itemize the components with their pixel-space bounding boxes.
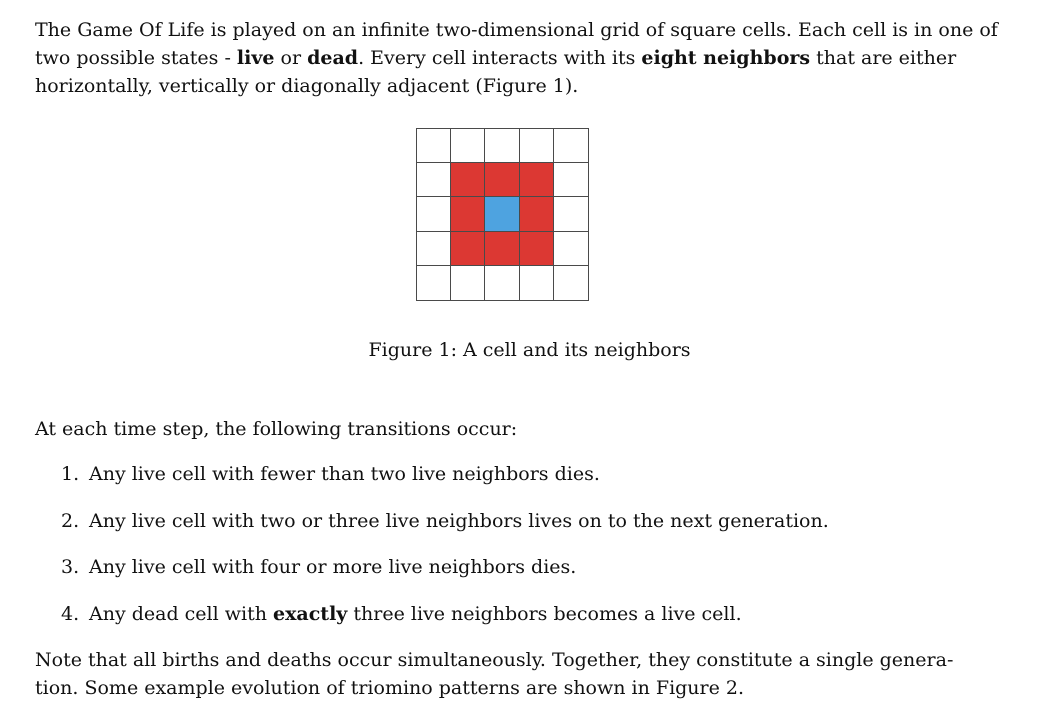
- rule-item: [61, 460, 1021, 488]
- empty-cell: [520, 266, 554, 300]
- empty-cell: [417, 266, 451, 300]
- rule-item: [61, 553, 1021, 581]
- empty-cell: [554, 197, 588, 231]
- figure-neighbors: [416, 128, 589, 301]
- neighbor-grid: [416, 128, 589, 301]
- empty-cell: [451, 129, 485, 163]
- empty-cell: [485, 266, 519, 300]
- empty-cell: [417, 129, 451, 163]
- intro-text-1: The Game Of Life is played on an infinite two-dimensional grid of square cells. Each cell is in one of two possible states -: [35, 19, 998, 69]
- neighbor-cell: [485, 163, 519, 197]
- rule-item: [61, 507, 1021, 535]
- note-line-1: Note that all births and deaths occur simultaneously. Together, they constitute a single genera-: [35, 649, 954, 671]
- neighbor-cell: [520, 163, 554, 197]
- empty-cell: [554, 129, 588, 163]
- neighbor-cell: [485, 232, 519, 266]
- rule-number: 4.: [61, 602, 80, 625]
- empty-cell: [554, 266, 588, 300]
- note-paragraph: [35, 646, 1025, 702]
- intro-paragraph: [35, 16, 1025, 100]
- empty-cell: [451, 266, 485, 300]
- figure-caption: Figure 1: A cell and its neighbors: [368, 339, 691, 361]
- rule-item: [61, 600, 1021, 628]
- empty-cell: [417, 197, 451, 231]
- neighbor-cell: [520, 232, 554, 266]
- intro-text-4: that are either horizontally, vertically or diagonally adjacent (Figure 1).: [35, 47, 957, 97]
- intro-text-3: . Every cell interacts with its: [358, 47, 642, 69]
- rules-list: [61, 460, 1021, 646]
- intro-bold-live: live: [236, 47, 275, 69]
- rule-text: Any live cell with two or three live neighbors lives on to the next generation.: [89, 509, 829, 532]
- rule-text: Any live cell with fewer than two live neighbors dies.: [89, 463, 600, 485]
- rule-text-after: three live neighbors becomes a live cell.: [347, 602, 742, 625]
- empty-cell: [417, 232, 451, 266]
- rule-text: Any live cell with four or more live neighbors dies.: [89, 556, 577, 578]
- rule-number: 2.: [61, 509, 80, 532]
- empty-cell: [417, 163, 451, 197]
- intro-bold-eight-neighbors: eight neighbors: [641, 47, 811, 69]
- empty-cell: [554, 232, 588, 266]
- rule-number: 3.: [61, 556, 80, 578]
- neighbor-cell: [451, 163, 485, 197]
- rule-bold-exactly: exactly: [273, 602, 348, 625]
- note-line-2: tion. Some example evolution of triomino patterns are shown in Figure 2.: [35, 677, 745, 699]
- neighbor-cell: [520, 197, 554, 231]
- center-cell: [485, 197, 519, 231]
- empty-cell: [520, 129, 554, 163]
- intro-text-2: or: [274, 47, 308, 69]
- neighbor-cell: [451, 232, 485, 266]
- intro-bold-dead: dead: [307, 47, 359, 69]
- rule-number: 1.: [61, 463, 80, 485]
- rule-text: Any dead cell with: [89, 602, 273, 625]
- empty-cell: [554, 163, 588, 197]
- empty-cell: [485, 129, 519, 163]
- transitions-intro: At each time step, the following transitions occur:: [35, 418, 518, 440]
- neighbor-cell: [451, 197, 485, 231]
